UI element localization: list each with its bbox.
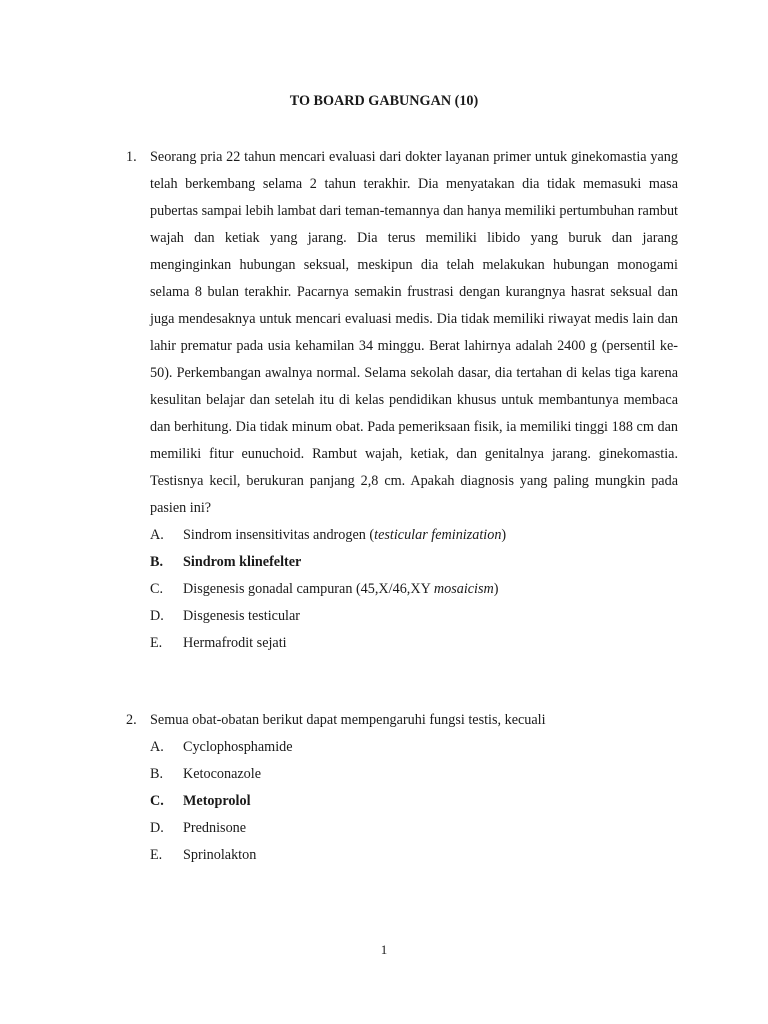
question-text: Seorang pria 22 tahun mencari evaluasi dari dokter layanan primer untuk ginekomastia yang telah berkembang selama 2 tahun terakhir. Dia menyatakan dia tidak memasuki masa pubertas sampai lebih lambat dari teman-temannya dan hanya memiliki pertumbuhan rambut wajah dan ketiak yang jarang. Dia terus memiliki libido yang buruk dan jarang menginginkan hubungan seksual, meskipun dia telah melakukan hubungan monogami selama 8 bulan terakhir. Pacarnya semakin frustrasi dengan kurangnya hasrat seksual dan juga mendesaknya untuk mencari evaluasi medis. Dia tidak memiliki riwayat medis lain dan lahir prematur pada usia kehamilan 34 minggu. Berat lahirnya adalah 2400 g (persentil ke-50). Perkembangan awalnya normal. Selama sekolah dasar, dia tertahan di kelas tiga karena kesulitan belajar dan setelah itu di kelas pendidikan khusus untuk membantunya membaca dan berhitung. Dia tidak minum obat. Pada pemeriksaan fisik, ia memiliki tinggi 188 cm dan memiliki fitur eunuchoid. Rambut wajah, ketiak, dan genitalnya jarang. ginekomastia. Testisnya kecil, berukuran panjang 2,8 cm. Apakah diagnosis yang paling mungkin pada pasien ini? [150,149,678,516]
option-c-correct [150,788,678,815]
option-e [150,630,678,657]
option-text: Sindrom insensitivitas androgen (testicular feminization) [183,527,507,543]
option-letter: D. [150,820,164,836]
option-b [150,761,678,788]
option-a [150,522,678,549]
question-number: 2. [126,712,137,728]
question-text: Semua obat-obatan berikut dapat mempengaruhi fungsi testis, kecuali [150,712,546,728]
question-1-stem [126,144,678,522]
question-2-stem [126,707,678,734]
question-1 [126,144,678,657]
answer-options [150,734,678,869]
option-letter: B. [150,766,164,782]
question-number: 1. [126,149,137,165]
option-letter: E. [150,635,163,651]
option-letter: B. [150,554,164,570]
option-b-correct [150,549,678,576]
option-text: Ketoconazole [183,766,261,782]
page-number: 1 [380,942,388,957]
option-d [150,603,678,630]
document-title: TO BOARD GABUNGAN (10) [289,93,479,109]
option-text: Hermafrodit sejati [183,635,287,651]
option-letter: E. [150,847,163,863]
option-text: Disgenesis gonadal campuran (45,X/46,XY mosaicism) [183,581,499,597]
option-text: Metoprolol [183,793,251,809]
option-text: Prednisone [183,820,247,836]
option-c [150,576,678,603]
option-letter: C. [150,793,164,809]
option-letter: C. [150,581,164,597]
option-e [150,842,678,869]
option-text: Cyclophosphamide [183,739,293,755]
option-text: Disgenesis testicular [183,608,301,624]
option-italic-term: mosaicism [433,581,494,597]
answer-options [150,522,678,657]
option-text: Sprinolakton [183,847,257,863]
option-letter: A. [150,527,164,543]
option-d [150,815,678,842]
option-italic-term: testicular feminization [374,527,502,543]
option-a [150,734,678,761]
option-letter: A. [150,739,164,755]
option-text: Sindrom klinefelter [183,554,302,570]
option-letter: D. [150,608,164,624]
question-2 [126,707,678,869]
